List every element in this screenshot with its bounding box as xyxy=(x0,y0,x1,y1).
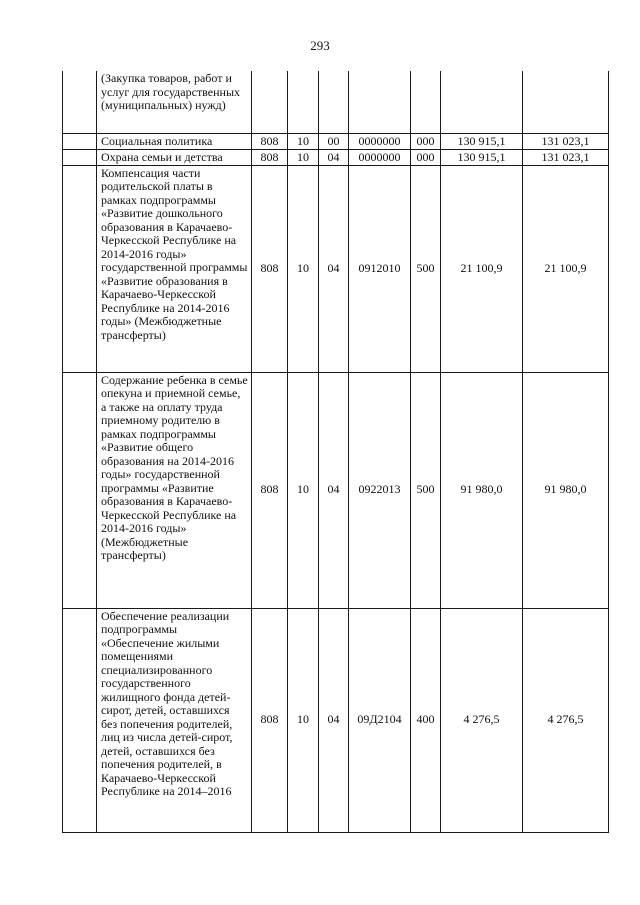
table-row xyxy=(63,165,609,372)
ministry-code: 808 xyxy=(252,372,288,608)
table-row xyxy=(63,71,609,133)
row-name: (Закупка товаров, работ и услуг для государственных (муниципальных) нужд) xyxy=(97,71,252,133)
ministry-code xyxy=(252,71,288,133)
amount-2015: 4 276,5 xyxy=(441,608,523,832)
row-name: Обеспечение реализации подпрограммы «Обеспечение жилыми помещениями специализированного государственного жилищного фонда детей-сирот, детей, оставшихся без попечения родителей, лиц из числа детей-сирот, детей, оставшихся без попечения родителей, в Карачаево-Черкесской Республике на 2014–2016 xyxy=(97,608,252,832)
ministry-code: 808 xyxy=(252,133,288,149)
expense-type-code xyxy=(411,71,441,133)
subsection-code: 04 xyxy=(319,608,349,832)
page-number: 293 xyxy=(310,38,330,53)
expense-type-code: 400 xyxy=(411,608,441,832)
blank-cell xyxy=(63,133,97,149)
ministry-code: 808 xyxy=(252,608,288,832)
row-name: Компенсация части родительской платы в рамках подпрограммы «Развитие дошкольного образования в Карачаево-Черкесской Республике на 2014-2016 годы» государственной программы «Развитие образования в Карачаево-Черкесской Республике на 2014-2016 годы» (Межбюджетные трансферты) xyxy=(97,165,252,372)
table-row xyxy=(63,372,609,608)
expense-type-code: 000 xyxy=(411,133,441,149)
target-code: 0912010 xyxy=(349,165,411,372)
budget-table xyxy=(62,71,609,833)
section-code: 10 xyxy=(288,165,319,372)
target-code: 0922013 xyxy=(349,372,411,608)
row-name: Охрана семьи и детства xyxy=(97,149,252,165)
section-code xyxy=(288,71,319,133)
table-row xyxy=(63,133,609,149)
amount-2015: 130 915,1 xyxy=(441,149,523,165)
section-code: 10 xyxy=(288,149,319,165)
blank-cell xyxy=(63,71,97,133)
subsection-code: 04 xyxy=(319,149,349,165)
subsection-code: 04 xyxy=(319,372,349,608)
blank-cell xyxy=(63,372,97,608)
target-code: 09Д2104 xyxy=(349,608,411,832)
table-row xyxy=(63,608,609,832)
section-code: 10 xyxy=(288,608,319,832)
amount-2015 xyxy=(441,71,523,133)
row-name: Социальная политика xyxy=(97,133,252,149)
amount-2016: 21 100,9 xyxy=(523,165,609,372)
row-name: Содержание ребенка в семье опекуна и приемной семье, а также на оплату труда приемному родителю в рамках подпрограммы «Развитие общего образования на 2014-2016 годы» государственной программы «Развитие образования в Карачаево-Черкесской Республике на 2014-2016 годы» (Межбюджетные трансферты) xyxy=(97,372,252,608)
target-code: 0000000 xyxy=(349,133,411,149)
section-code: 10 xyxy=(288,372,319,608)
amount-2016: 91 980,0 xyxy=(523,372,609,608)
table-row xyxy=(63,149,609,165)
target-code: 0000000 xyxy=(349,149,411,165)
ministry-code: 808 xyxy=(252,149,288,165)
amount-2015: 130 915,1 xyxy=(441,133,523,149)
amount-2016: 131 023,1 xyxy=(523,133,609,149)
expense-type-code: 500 xyxy=(411,372,441,608)
subsection-code: 00 xyxy=(319,133,349,149)
subsection-code: 04 xyxy=(319,165,349,372)
ministry-code: 808 xyxy=(252,165,288,372)
blank-cell xyxy=(63,165,97,372)
amount-2015: 21 100,9 xyxy=(441,165,523,372)
subsection-code xyxy=(319,71,349,133)
blank-cell xyxy=(63,608,97,832)
blank-cell xyxy=(63,149,97,165)
amount-2016 xyxy=(523,71,609,133)
expense-type-code: 000 xyxy=(411,149,441,165)
amount-2016: 131 023,1 xyxy=(523,149,609,165)
target-code xyxy=(349,71,411,133)
amount-2016: 4 276,5 xyxy=(523,608,609,832)
section-code: 10 xyxy=(288,133,319,149)
expense-type-code: 500 xyxy=(411,165,441,372)
amount-2015: 91 980,0 xyxy=(441,372,523,608)
